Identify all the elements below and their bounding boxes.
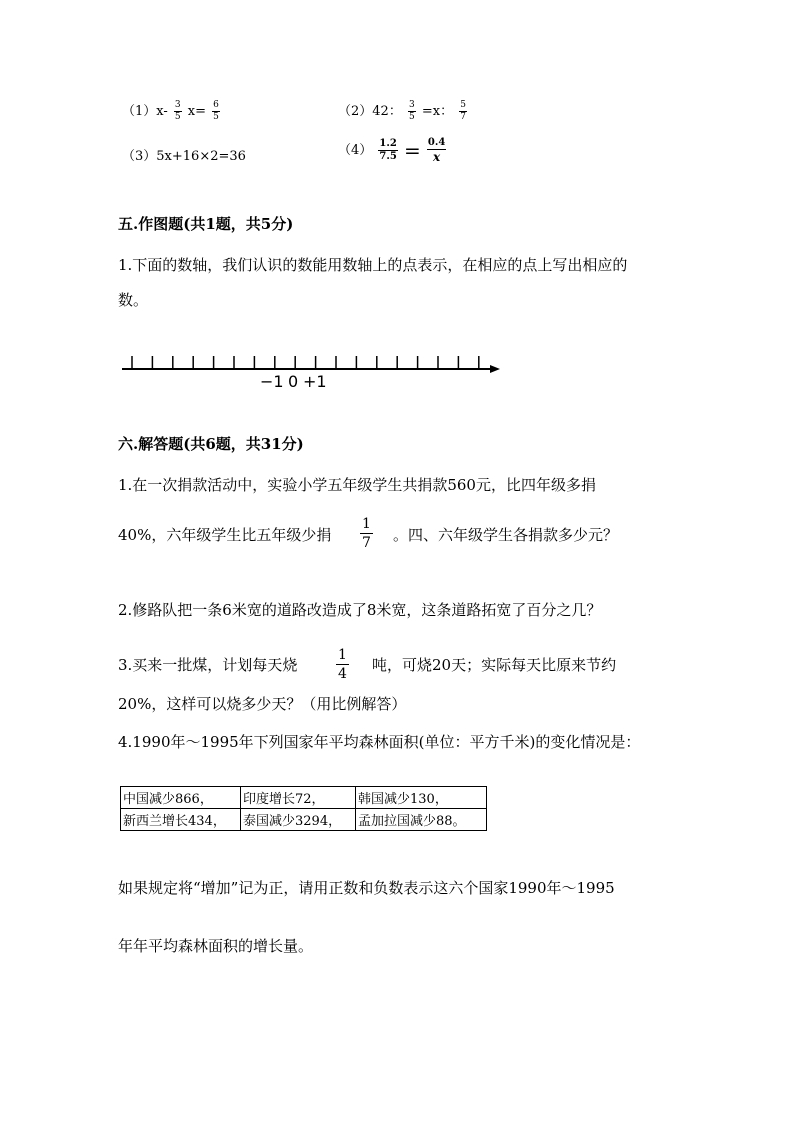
equation-3 [122, 145, 246, 164]
table-row [121, 787, 487, 809]
equation-text: 42： [372, 104, 402, 119]
section-6-q1-text: 1.在一次捐款活动中，实验小学五年级学生共捐款560元，比四年级多捐 [118, 476, 596, 494]
table-row [121, 809, 487, 831]
section-6-q3-text-a: 3.买来一批煤，计划每天烧 [118, 656, 298, 674]
number-line [118, 350, 508, 392]
number-line-arrow-icon [490, 365, 500, 373]
fraction-numerator: 1 [362, 516, 371, 532]
fraction [408, 101, 416, 122]
fraction-denominator: 5 [174, 112, 181, 122]
fraction [427, 138, 446, 163]
fraction-numerator: 6 [213, 100, 219, 110]
section-5-q1-text: 1.下面的数轴，我们认识的数能用数轴上的点表示，在相应的点上写出相应的 [118, 256, 628, 274]
fraction-numerator: 1 [338, 647, 347, 663]
equation-text: =x： [421, 104, 454, 119]
fraction-numerator: 3 [408, 100, 415, 110]
fraction-denominator: 5 [408, 112, 415, 122]
fraction [334, 648, 351, 681]
section-5-heading: 五.作图题(共1题，共5分) [118, 215, 294, 233]
table-cell: 韩国减少130， [356, 787, 487, 809]
tick-label: −1 [260, 372, 284, 391]
fraction-numerator: 3 [174, 100, 181, 110]
fraction-denominator: 7 [460, 112, 466, 122]
table-cell: 孟加拉国减少88。 [356, 809, 487, 831]
equation-text: x= [187, 104, 207, 119]
equation-1 [122, 100, 222, 122]
equation-4 [338, 138, 448, 163]
section-6-q4-text-end: 年年平均森林面积的增长量。 [118, 937, 314, 955]
table-cell: 印度增长72， [241, 787, 356, 809]
section-6-q4-text-cont: 如果规定将“增加”记为正，请用正数和负数表示这六个国家1990年～1995 [118, 879, 615, 897]
tick-label: 0 [288, 372, 299, 391]
forest-area-table [120, 786, 487, 831]
equation-text: x- [156, 104, 168, 119]
table-cell: 泰国减少3294， [241, 809, 356, 831]
fraction [358, 517, 375, 550]
section-6-q3-text-cont: 20%，这样可以烧多少天？（用比例解答） [118, 695, 407, 713]
table-cell: 新西兰增长434， [121, 809, 241, 831]
fraction [174, 101, 182, 122]
section-6-q2-text: 2.修路队把一条6米宽的道路改造成了8米宽，这条道路拓宽了百分之几？ [118, 601, 602, 619]
fraction-denominator: 4 [338, 666, 347, 682]
section-6-q1-text-b: 。四、六年级学生各捐款多少元？ [393, 526, 619, 544]
fraction-denominator: 7 [362, 535, 371, 551]
equals-sign: = [403, 138, 421, 163]
fraction-numerator: 1.2 [379, 138, 397, 149]
equation-2 [338, 100, 469, 122]
section-6-heading: 六.解答题(共6题，共31分) [118, 435, 304, 453]
fraction [459, 101, 467, 122]
section-5-q1-text-cont: 数。 [118, 291, 149, 309]
equation-label: （4） [338, 143, 373, 158]
fraction-numerator: 5 [460, 100, 466, 110]
equation-label: （2） [338, 104, 373, 119]
fraction-denominator: 7.5 [379, 151, 397, 162]
fraction-denominator: 5 [213, 112, 219, 122]
section-6-q4-text: 4.1990年～1995年下列国家年平均森林面积(单位：平方千米)的变化情况是： [118, 733, 641, 751]
fraction-numerator: 0.4 [427, 137, 446, 148]
tick-label: +1 [303, 372, 327, 391]
equation-text: 5x+16×2=36 [156, 149, 246, 164]
equation-label: （1） [122, 104, 157, 119]
fraction [212, 101, 220, 122]
table-cell: 中国减少866， [121, 787, 241, 809]
fraction-denominator: x [433, 150, 441, 164]
fraction [378, 139, 397, 162]
equation-label: （3） [122, 149, 157, 164]
section-6-q3-text-b: 吨，可烧20天；实际每天比原来节约 [372, 656, 617, 674]
section-6-q1-text-a: 40%，六年级学生比五年级少捐 [118, 526, 332, 544]
